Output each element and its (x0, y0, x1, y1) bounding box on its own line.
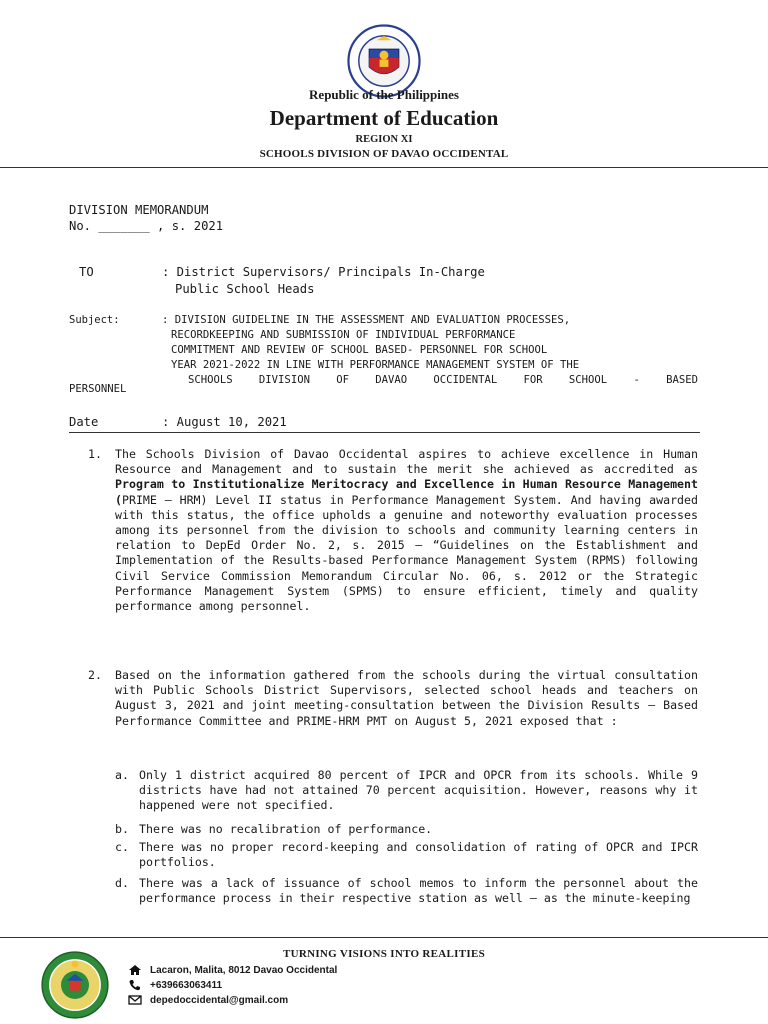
subject-tail: PERSONNEL (69, 383, 127, 395)
paragraph-1 (115, 447, 698, 614)
footer-divider (0, 937, 768, 938)
memo-number: No. _______ , s. 2021 (69, 219, 224, 233)
address-text: Lacaron, Malita, 8012 Davao Occidental (150, 964, 338, 976)
department-title: Department of Education (269, 106, 499, 130)
phone-icon (128, 979, 142, 991)
prime-hrm-title: Program to Institutionalize Meritocracy and Excellence in Human Resource Management ( (115, 477, 698, 507)
item-letter: a. (115, 768, 129, 782)
to-recipients: : District Supervisors/ Principals In-Charge (162, 265, 485, 279)
region-line: REGION XI (355, 134, 413, 145)
header-divider (0, 167, 768, 168)
paragraph-1-text: The Schools Division of Davao Occidental aspires to achieve excellence in Human Resource and Management and to sustain the merit she achieved as accredited as (115, 447, 698, 477)
subject-text (162, 313, 698, 388)
mail-icon (128, 994, 142, 1006)
to-recipients-2: Public School Heads (175, 282, 315, 296)
list-item: Only 1 district acquired 80 percent of IPCR and OPCR from its schools. While 9 districts have had not attained 70 percent acquisition. However, reasons why it happened were not specified. (139, 768, 698, 813)
subject-line: RECORDKEEPING AND SUBMISSION OF INDIVIDUAL PERFORMANCE (171, 329, 516, 341)
subject-line: : DIVISION GUIDELINE IN THE ASSESSMENT AND EVALUATION PROCESSES, (162, 314, 571, 326)
item-letter: c. (115, 840, 129, 854)
subject-label: Subject: (69, 314, 120, 326)
contact-address (128, 964, 337, 976)
memo-date: : August 10, 2021 (162, 415, 287, 429)
item-letter: b. (115, 822, 129, 836)
paragraph-number: 2. (88, 668, 102, 682)
email-link[interactable]: depedoccidental@gmail.com (150, 994, 289, 1006)
republic-line: Republic of the Philippines (309, 87, 459, 102)
item-letter: d. (115, 876, 129, 890)
list-item: There was a lack of issuance of school memos to inform the personnel about the performance process in their respective station as well – as the minute-keeping (139, 876, 698, 906)
contact-phone (128, 979, 222, 991)
list-item: There was no recalibration of performance. (139, 822, 433, 836)
list-item: There was no proper record-keeping and consolidation of rating of OPCR and IPCR portfolios. (139, 840, 698, 870)
to-label: TO (79, 265, 94, 279)
division-logo-icon (40, 950, 110, 1020)
subject-line: YEAR 2021-2022 IN LINE WITH PERFORMANCE MANAGEMENT SYSTEM OF THE (171, 359, 580, 371)
home-icon (128, 964, 142, 976)
paragraph-2: Based on the information gathered from the schools during the virtual consultation with Public Schools District Supervisors, selected school heads and teachers on August 3, 2021 and joint meeting-consultation between the Division Results – Based Performance Committee and PRIME-HRM PMT on August 5, 2021 exposed that : (115, 668, 698, 728)
subject-line: SCHOOLS DIVISION OF DAVAO OCCIDENTAL FOR SCHOOL - BASED (188, 374, 698, 386)
memo-type: DIVISION MEMORANDUM (69, 203, 209, 217)
date-label: Date (69, 415, 99, 429)
subject-line: COMMITMENT AND REVIEW OF SCHOOL BASED- PERSONNEL FOR SCHOOL (171, 344, 548, 356)
phone-text: +639663063411 (150, 979, 223, 991)
division-line: SCHOOLS DIVISION OF DAVAO OCCIDENTAL (259, 148, 509, 160)
contact-email (128, 994, 288, 1006)
paragraph-number: 1. (88, 447, 102, 461)
paragraph-1-text-cont: PRIME – HRM) Level II status in Performance Management System. And having awarded with this status, the office upholds a genuine and noteworthy evaluation processes among its personnel from the division to schools and community learning centers in relation to DepEd Order No. 2, s. 2015 — “Guidelines on the Establishment and Implementation of the Results-based Performance Management System (RPMS) following Civil Service Commission Memorandum Circular No. 06, s. 2012 or the Strategic Performance Management System (SPMS) to ensure efficient, timely and quality performance among personnel. (115, 492, 698, 614)
date-divider (69, 432, 700, 433)
footer-slogan: TURNING VISIONS INTO REALITIES (282, 948, 486, 960)
